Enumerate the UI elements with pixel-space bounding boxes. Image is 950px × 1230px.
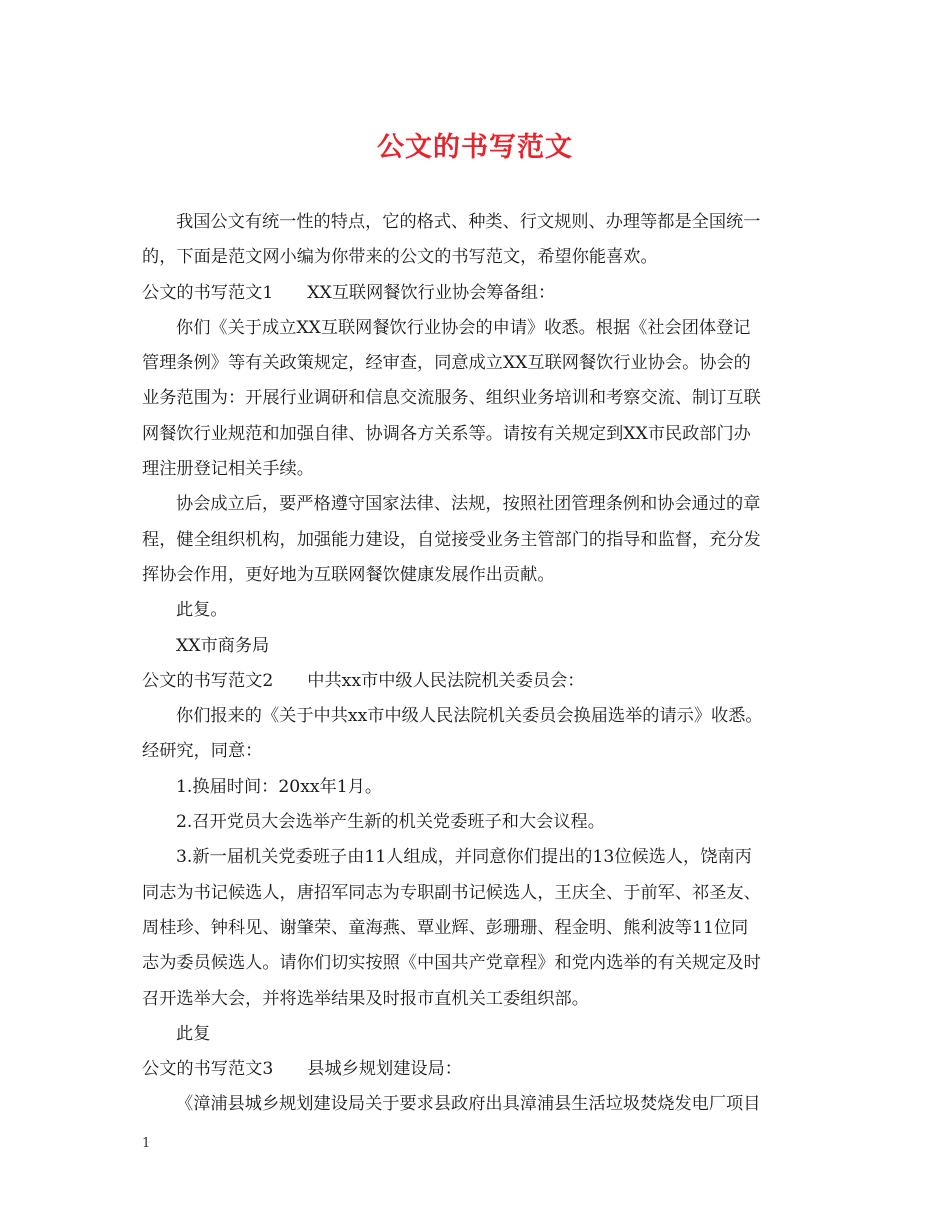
line-text: XX市商务局 — [176, 635, 270, 656]
text-line — [142, 452, 822, 487]
text-line — [142, 982, 822, 1017]
page-number: 1 — [142, 1136, 151, 1151]
addressee: 县城乡规划建设局： — [307, 1059, 462, 1080]
text-line — [142, 734, 822, 769]
line-text: 此复。 — [176, 600, 228, 621]
line-text: 挥协会作用，更好地为互联网餐饮健康发展作出贡献。 — [142, 564, 555, 585]
line-text: 1.换届时间：20xx年1月。 — [176, 776, 383, 797]
text-line — [142, 699, 822, 734]
text-line — [142, 417, 822, 452]
text-line — [142, 664, 822, 699]
line-text: 程，健全组织机构，加强能力建设，自觉接受业务主管部门的指导和监督，充分发 — [142, 529, 761, 550]
line-text: 协会成立后，要严格遵守国家法律、法规，按照社团管理条例和协会通过的章 — [176, 494, 761, 515]
text-line — [142, 346, 822, 381]
line-text: 理注册登记相关手续。 — [142, 459, 314, 480]
text-line — [142, 311, 822, 346]
line-text: 网餐饮行业规范和加强自律、协调各方关系等。请按有关规定到XX市民政部门办 — [142, 423, 751, 444]
document-title: 公文的书写范文 — [377, 132, 573, 163]
line-text: 同志为书记候选人，唐招军同志为专职副书记候选人，王庆全、于前军、祁圣友、 — [142, 882, 761, 903]
line-text: 经研究，同意： — [142, 741, 263, 762]
sample-heading: 公文的书写范文2 — [142, 670, 274, 691]
text-line — [142, 381, 822, 416]
text-line — [142, 205, 822, 240]
line-text: 你们《关于成立XX互联网餐饮行业协会的申请》收悉。根据《社会团体登记 — [176, 317, 751, 338]
text-line — [142, 523, 822, 558]
line-text: 管理条例》等有关政策规定，经审查，同意成立XX互联网餐饮行业协会。协会的 — [142, 353, 751, 374]
text-line — [142, 1017, 822, 1052]
line-text: 我国公文有统一性的特点，它的格式、种类、行文规则、办理等都是全国统一 — [176, 212, 761, 232]
text-line — [142, 1052, 822, 1087]
text-line — [142, 487, 822, 522]
line-text: 的，下面是范文网小编为你带来的公文的书写范文，希望你能喜欢。 — [142, 247, 658, 268]
text-line — [142, 840, 822, 875]
text-line — [142, 946, 822, 981]
document-body — [142, 205, 822, 1123]
text-line — [142, 276, 822, 311]
line-text: 《漳浦县城乡规划建设局关于要求县政府出具漳浦县生活垃圾焚烧发电厂项目 — [176, 1094, 761, 1115]
addressee: 中共xx市中级人民法院机关委员会： — [307, 670, 585, 691]
line-text: 3.新一届机关党委班子由11人组成，并同意你们提出的13位候选人，饶南丙 — [176, 847, 752, 868]
line-text: 召开选举大会，并将选举结果及时报市直机关工委组织部。 — [142, 988, 589, 1009]
text-line — [142, 805, 822, 840]
line-text: 2.召开党员大会选举产生新的机关党委班子和大会议程。 — [176, 812, 605, 833]
sample-heading: 公文的书写范文1 — [142, 282, 274, 303]
line-text: 业务范围为：开展行业调研和信息交流服务、组织业务培训和考察交流、制订互联 — [142, 388, 761, 409]
text-line — [142, 911, 822, 946]
line-text: 此复 — [176, 1023, 211, 1044]
addressee: XX互联网餐饮行业协会筹备组： — [307, 282, 556, 303]
sample-heading: 公文的书写范文3 — [142, 1059, 274, 1080]
text-line — [142, 558, 822, 593]
line-text: 你们报来的《关于中共xx市中级人民法院机关委员会换届选举的请示》收悉。 — [176, 706, 763, 727]
text-line — [142, 770, 822, 805]
text-line — [142, 876, 822, 911]
line-text: 周桂珍、钟科见、谢肇荣、童海燕、覃业辉、彭珊珊、程金明、熊利波等11位同 — [142, 917, 749, 938]
text-line — [142, 1087, 822, 1122]
text-line — [142, 593, 822, 628]
line-text: 志为委员候选人。请你们切实按照《中国共产党章程》和党内选举的有关规定及时 — [142, 953, 761, 974]
text-line — [142, 629, 822, 664]
text-line — [142, 240, 822, 275]
